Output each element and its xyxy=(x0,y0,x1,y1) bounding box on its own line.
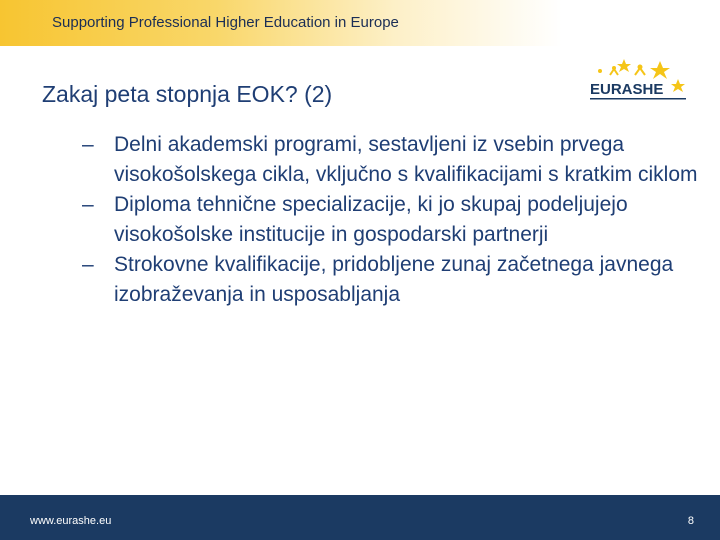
page-number: 8 xyxy=(687,515,694,527)
bullet-item xyxy=(82,190,702,250)
bullet-item xyxy=(82,130,702,190)
eurashe-stars-icon xyxy=(588,55,692,105)
bullet-dash: – xyxy=(82,253,94,276)
logo-wordmark: EURASHE xyxy=(590,81,664,98)
bullet-text: Strokovne kvalifikacije, pridobljene zunaj začetnega javnega izobraževanja in usposabljanja xyxy=(114,253,674,306)
bullet-list xyxy=(82,130,702,310)
footer-url: www.eurashe.eu xyxy=(30,515,112,527)
bullet-text: Diploma tehnične specializacije, ki jo skupaj podeljujejo visokošolske institucije in gospodarski partnerji xyxy=(114,193,628,246)
bullet-dash: – xyxy=(82,133,94,156)
eurashe-logo xyxy=(588,55,692,105)
bullet-text: Delni akademski programi, sestavljeni iz vsebin prvega visokošolskega cikla, vključno s kvalifikacijami s kratkim ciklom xyxy=(114,133,698,186)
slide-title: Zakaj peta stopnja EOK? (2) xyxy=(42,81,333,108)
bullet-item xyxy=(82,250,702,310)
header-tagline: Supporting Professional Higher Education in Europe xyxy=(52,14,399,31)
bullet-dash: – xyxy=(82,193,94,216)
